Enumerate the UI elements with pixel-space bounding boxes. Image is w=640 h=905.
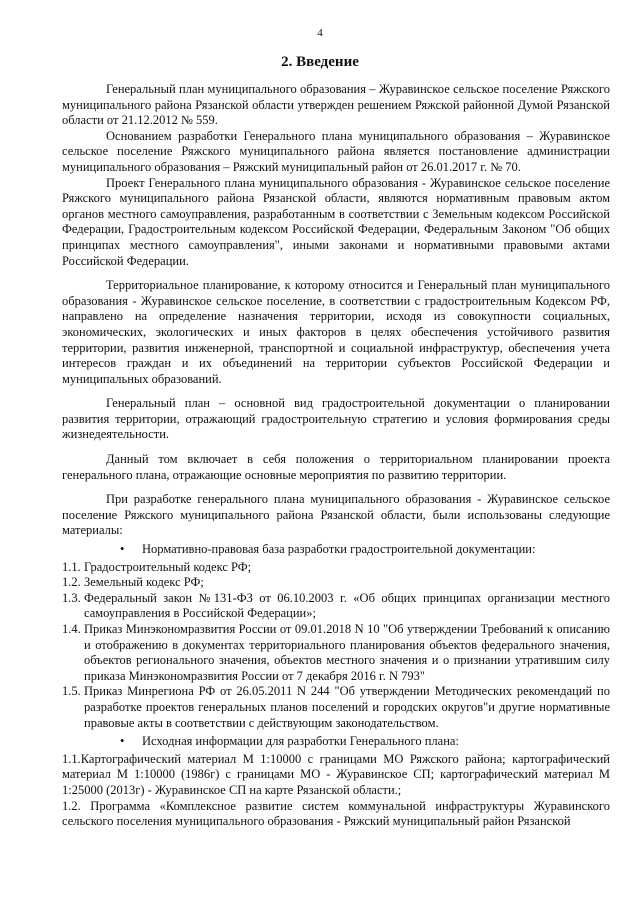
bullet-text: Нормативно-правовая база разработки градостроительной документации: (142, 542, 536, 557)
paragraph: Основанием разработки Генерального плана муниципального образования – Журавинское сельское поселение Ряжского муниципального района является постановление администрации муниципального образования – Ряжский муниципальный район от 26.01.2017 г. № 70. (62, 128, 610, 174)
paragraph: Генеральный план – основной вид градостроительной документации о планировании развития территории, отражающий градостроительную стратегию и условия формирования среды жизнедеятельности. (62, 396, 610, 442)
bullet-text: Исходная информации для разработки Генерального плана: (142, 734, 459, 749)
bullet-icon: • (120, 734, 125, 749)
list-item: 1.4. Приказ Минэкономразвития России от 09.01.2018 N 10 "Об утверждении Требований к описанию и отображению в документах территориального планирования объектов федерального значения, объектов регионального значения, объектов местного значения и о признании утратившим силу приказа Минэкономразвития России от 7 декабря 2016 г. N 793" (62, 622, 610, 683)
list-item: 1.5. Приказ Минрегиона РФ от 26.05.2011 N 244 "Об утверждении Методических рекомендаций по разработке проектов генеральных планов поселений и городских округов"и другие нормативные правовые акты в соответствии с действующим законодательством. (62, 684, 610, 730)
list-item: 1.1. Градостроительный кодекс РФ; (62, 559, 252, 574)
list-item: 1.2. Земельный кодекс РФ; (62, 575, 204, 590)
bullet-item (62, 734, 610, 750)
list-item: 1.1.Картографический материал М 1:10000 с границами МО Ряжского района; картографический материал М 1:10000 (1986г) с границами МО - Журавинское СП; картографический материал М 1:25000 (2013г) - Журавинское СП на карте Рязанской области.; (62, 751, 610, 797)
paragraph: Проект Генерального плана муниципального образования - Журавинское сельское поселение Ряжского муниципального района Рязанской области, являются нормативным правовым актом органов местного самоуправления, разработанным в соответствии с Земельным кодексом Российской Федерации, Градостроительным кодексом Российской Федерации, Федеральным Законом "Об общих принципах местного самоуправления", иными законами и нормативными правовыми актами Российской Федерации. (62, 175, 610, 268)
page-number: 4 (317, 27, 323, 39)
bullet-item (62, 542, 610, 558)
paragraph: Генеральный план муниципального образования – Журавинское сельское поселение Ряжского муниципального района Рязанской области утвержден решением Ряжской районной Думой Рязанской области от 21.12.2012 № 559. (62, 82, 610, 128)
list-item: 1.2. Программа «Комплексное развитие систем коммунальной инфраструктуры Журавинского сельского поселения муниципального образования - Ряжский муниципальный район Рязанской (62, 798, 610, 829)
document-body (62, 82, 610, 830)
bullet-icon: • (120, 542, 125, 557)
section-title: 2. Введение (281, 54, 359, 70)
list-item: 1.3. Федеральный закон №131-ФЗ от 06.10.2003 г. «Об общих принципах организации местного самоуправления в Российской Федерации»; (62, 590, 610, 621)
paragraph: При разработке генерального плана муниципального образования - Журавинское сельское поселение Ряжского муниципального района Рязанской области, были использованы следующие материалы: (62, 492, 610, 538)
paragraph: Данный том включает в себя положения о территориальном планировании проекта генерального плана, отражающие основные мероприятия по развитию территории. (62, 452, 610, 482)
paragraph: Территориальное планирование, к которому относится и Генеральный план муниципального образования - Журавинское сельское поселение, в соответствии с градостроительным Кодексом РФ, направлено на определение назначения территории, исходя из совокупности социальных, экономических, экологических и иных факторов в целях обеспечения устойчивого развития территории, развития инженерной, транспортной и социальной инфраструктур, обеспечения учета интересов граждан и их объединений на территории субъектов Российской Федерации и муниципальных образований. (62, 278, 610, 386)
